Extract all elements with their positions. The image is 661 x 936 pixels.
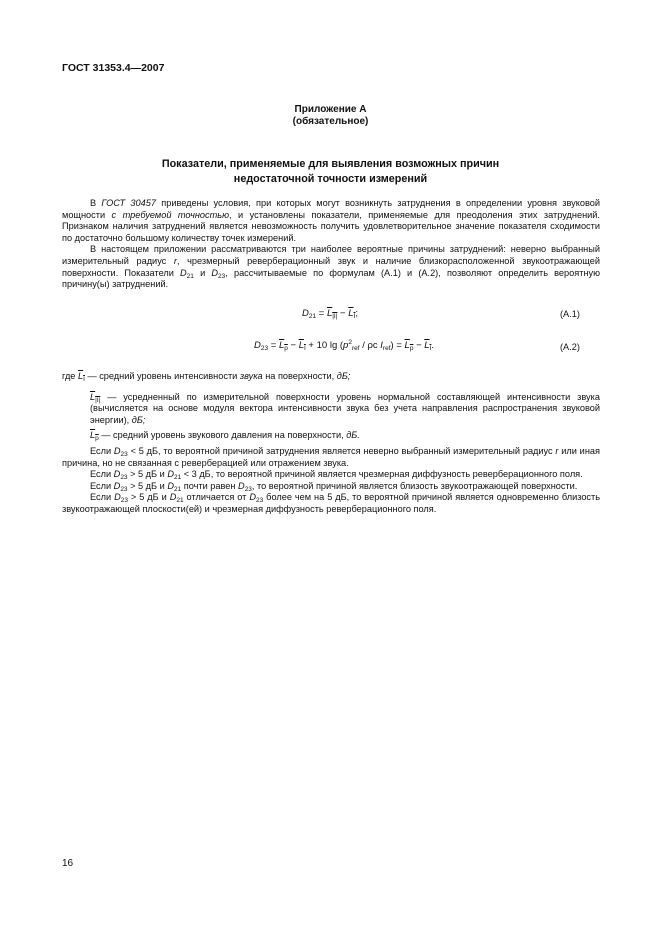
condition-2: Если $D_{23} > 5$ дБ и $D_{21} < 3$ дБ, то вероятной причиной является чрезмерная диффузность реверберационного поля. bbox=[90, 469, 583, 482]
equation-a1-number: (А.1) bbox=[560, 309, 580, 319]
annex-status: (обязательное) bbox=[292, 116, 369, 127]
p1-text-c: , и установлены показатели, применяемые для преодоления этих затруднений. Признаком наличия затруднений является невозможность получить удовлетворительное значение показателя сходимости по достаточно большому количеству точек измерений. bbox=[62, 209, 600, 243]
d21-symbol: D bbox=[180, 267, 187, 278]
annex-title: Приложение А bbox=[294, 104, 367, 115]
definition-labs: $L_{|I|}$ — усредненный по измерительной поверхности уровень нормальной составляющей интенсивности звука (вычисляется на основе модуля вектора интенсивности звука без учета направления распространения звуковой энергии), дБ; bbox=[90, 391, 600, 425]
equation-a2: $D_{23} = L_p - L_I + 10$ $\lg (p^2_{ref}$ / ρc $I_{ref}) = L_p - L_I$. bbox=[254, 339, 435, 352]
definition-li: где $L_I$ — средний уровень интенсивности звука на поверхности, дБ; bbox=[62, 371, 351, 383]
equation-a1: $D_{21} = L_{|I|} - L_I$; bbox=[302, 308, 358, 320]
gost-reference: ГОСТ 30457 bbox=[101, 198, 156, 208]
p2-text: В настоящем приложении рассматриваются три наиболее вероятные причины затруднений: неверно выбранный измерительный радиус bbox=[62, 244, 600, 266]
radius-symbol: r bbox=[173, 255, 177, 266]
paragraph-1 bbox=[62, 198, 600, 244]
paragraph-2 bbox=[62, 244, 600, 290]
p2-text-c: , рассчитываемые по формулам (А.1) и (А.2), позволяют определить вероятную причину(ы) затруднений. bbox=[62, 267, 600, 290]
definition-lp: $L_p$ — средний уровень звукового давления на поверхности, дБ. bbox=[90, 430, 360, 443]
p2-text-b: , чрезмерный реверберационный звук и наличие близкорасположенной звукоотражающей поверхности. Показатели bbox=[62, 255, 601, 278]
condition-3: Если $D_{23} > 5$ дБ и $D_{21}$ почти равен $D_{23}$, то вероятной причиной является близость звукоотражающей поверхности. bbox=[90, 480, 578, 493]
condition-1: Если $D_{23} < 5$ дБ, то вероятной причиной затруднения является неверно выбранный измерительный радиус r или иная причина, но не связанная с реверберацией или отражением звука. bbox=[62, 445, 600, 468]
document-code: ГОСТ 31353.4—2007 bbox=[62, 62, 165, 74]
p1-italic: с требуемой точностью bbox=[111, 209, 230, 220]
definitions-and-conditions bbox=[62, 371, 600, 516]
p2-and: и bbox=[193, 267, 212, 278]
d23-symbol: D bbox=[211, 267, 219, 278]
sub-23: 23 bbox=[218, 272, 226, 280]
p1-text-b: приведены условия, при которых могут возникнуть затруднения в определении уровня звуковой мощности bbox=[62, 198, 600, 220]
condition-4: Если $D_{23} > 5$ дБ и $D_{21}$ отличается от $D_{23}$ более чем на 5 дБ, то вероятной причиной является одновременно близость звукоотражающей плоскости(ей) и чрезмерная диффузность реверберационного поля. bbox=[62, 492, 601, 514]
equation-a2-number: (А.2) bbox=[560, 342, 580, 352]
p1-text: В bbox=[90, 198, 102, 208]
sub-21: 21 bbox=[186, 272, 194, 280]
section-title-line-2: недостаточной точности измерений bbox=[233, 173, 428, 185]
page-number: 16 bbox=[62, 858, 74, 869]
intro-paragraphs bbox=[62, 198, 600, 291]
section-title-line-1: Показатели, применяемые для выявления возможных причин bbox=[161, 158, 500, 170]
